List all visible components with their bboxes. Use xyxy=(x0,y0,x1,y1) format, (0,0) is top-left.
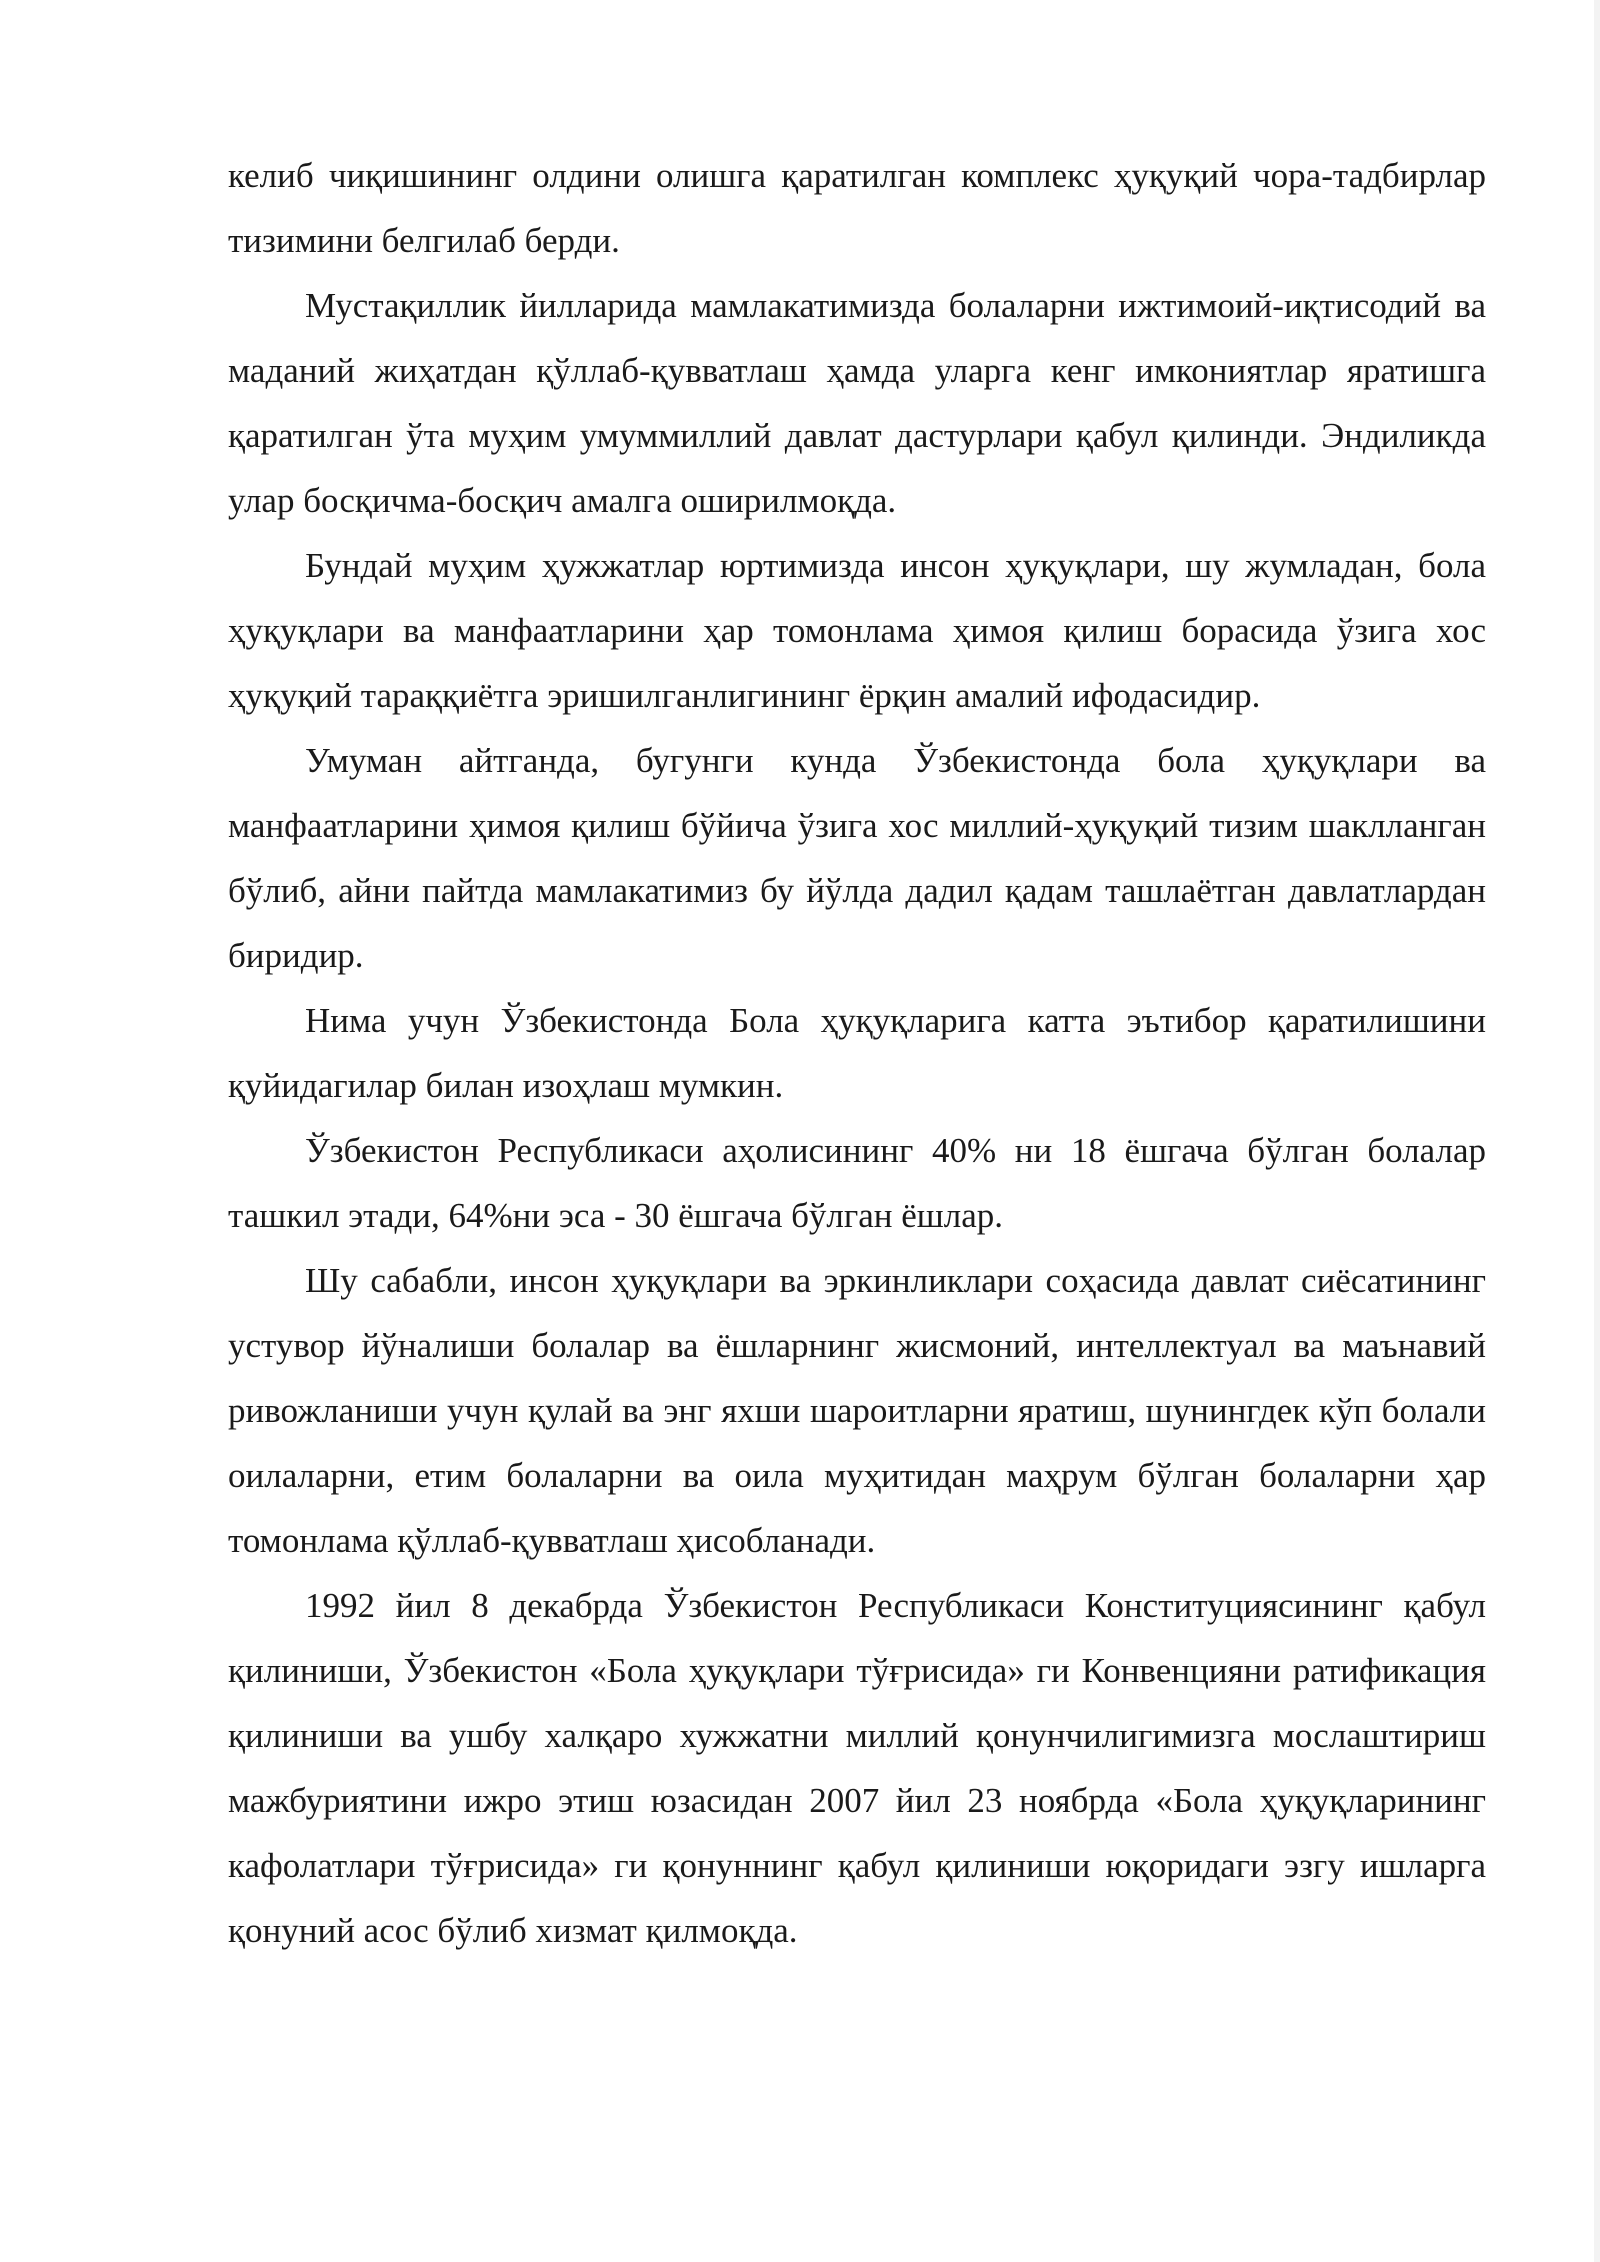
paragraph-2: Мустақиллик йилларида мамлакатимизда болаларни ижтимоий-иқтисодий ва маданий жиҳатдан қўллаб-қувватлаш ҳамда уларга кенг имкониятлар яратишга қаратилган ўта муҳим умуммиллий давлат дастурлари қабул қилинди. Эндиликда улар босқичма-босқич амалга оширилмоқда. xyxy=(228,286,1486,520)
paragraph-3: Бундай муҳим ҳужжатлар юртимизда инсон ҳуқуқлари, шу жумладан, бола ҳуқуқлари ва манфаатларини ҳар томонлама ҳимоя қилиш борасида ўзига хос ҳуқуқий тараққиётга эришилганлигининг ёрқин амалий ифодасидир. xyxy=(228,546,1486,715)
paragraph-4: Умуман айтганда, бугунги кунда Ўзбекистонда бола ҳуқуқлари ва манфаатларини ҳимоя қилиш бўйича ўзига хос миллий-ҳуқуқий тизим шаклланган бўлиб, айни пайтда мамлакатимиз бу йўлда дадил қадам ташлаётган давлатлардан биридир. xyxy=(228,741,1486,975)
paragraph-6: Ўзбекистон Республикаси аҳолисининг 40% ни 18 ёшгача бўлган болалар ташкил этади, 64%ни эса - 30 ёшгача бўлган ёшлар. xyxy=(228,1131,1486,1235)
paragraph-8: 1992 йил 8 декабрда Ўзбекистон Республикаси Конституциясининг қабул қилиниши, Ўзбекистон «Бола ҳуқуқлари тўғрисида» ги Конвенцияни ратификация қилиниши ва ушбу халқаро хужжатни миллий қонунчилигимизга мослаштириш мажбуриятини ижро этиш юзасидан 2007 йил 23 ноябрда «Бола ҳуқуқларининг кафолатлари тўғрисида» ги қонуннинг қабул қилиниши юқоридаги эзгу ишларга қонуний асос бўлиб хизмат қилмоқда. xyxy=(228,1586,1486,1950)
document-body xyxy=(228,143,1486,1963)
paragraph-1: келиб чиқишининг олдини олишга қаратилган комплекс ҳуқуқий чора-тадбирлар тизимини белгилаб берди. xyxy=(228,156,1486,260)
paragraph-7: Шу сабабли, инсон ҳуқуқлари ва эркинликлари соҳасида давлат сиёсатининг устувор йўналиши болалар ва ёшларнинг жисмоний, интеллектуал ва маънавий ривожланиши учун қулай ва энг яхши шароитларни яратиш, шунингдек кўп болали оилаларни, етим болаларни ва оила муҳитидан маҳрум бўлган болаларни ҳар томонлама қўллаб-қувватлаш ҳисобланади. xyxy=(228,1261,1486,1560)
page-edge-shadow xyxy=(1594,0,1600,2262)
paragraph-5: Нима учун Ўзбекистонда Бола ҳуқуқларига катта эътибор қаратилишини қуйидагилар билан изоҳлаш мумкин. xyxy=(228,1001,1486,1105)
